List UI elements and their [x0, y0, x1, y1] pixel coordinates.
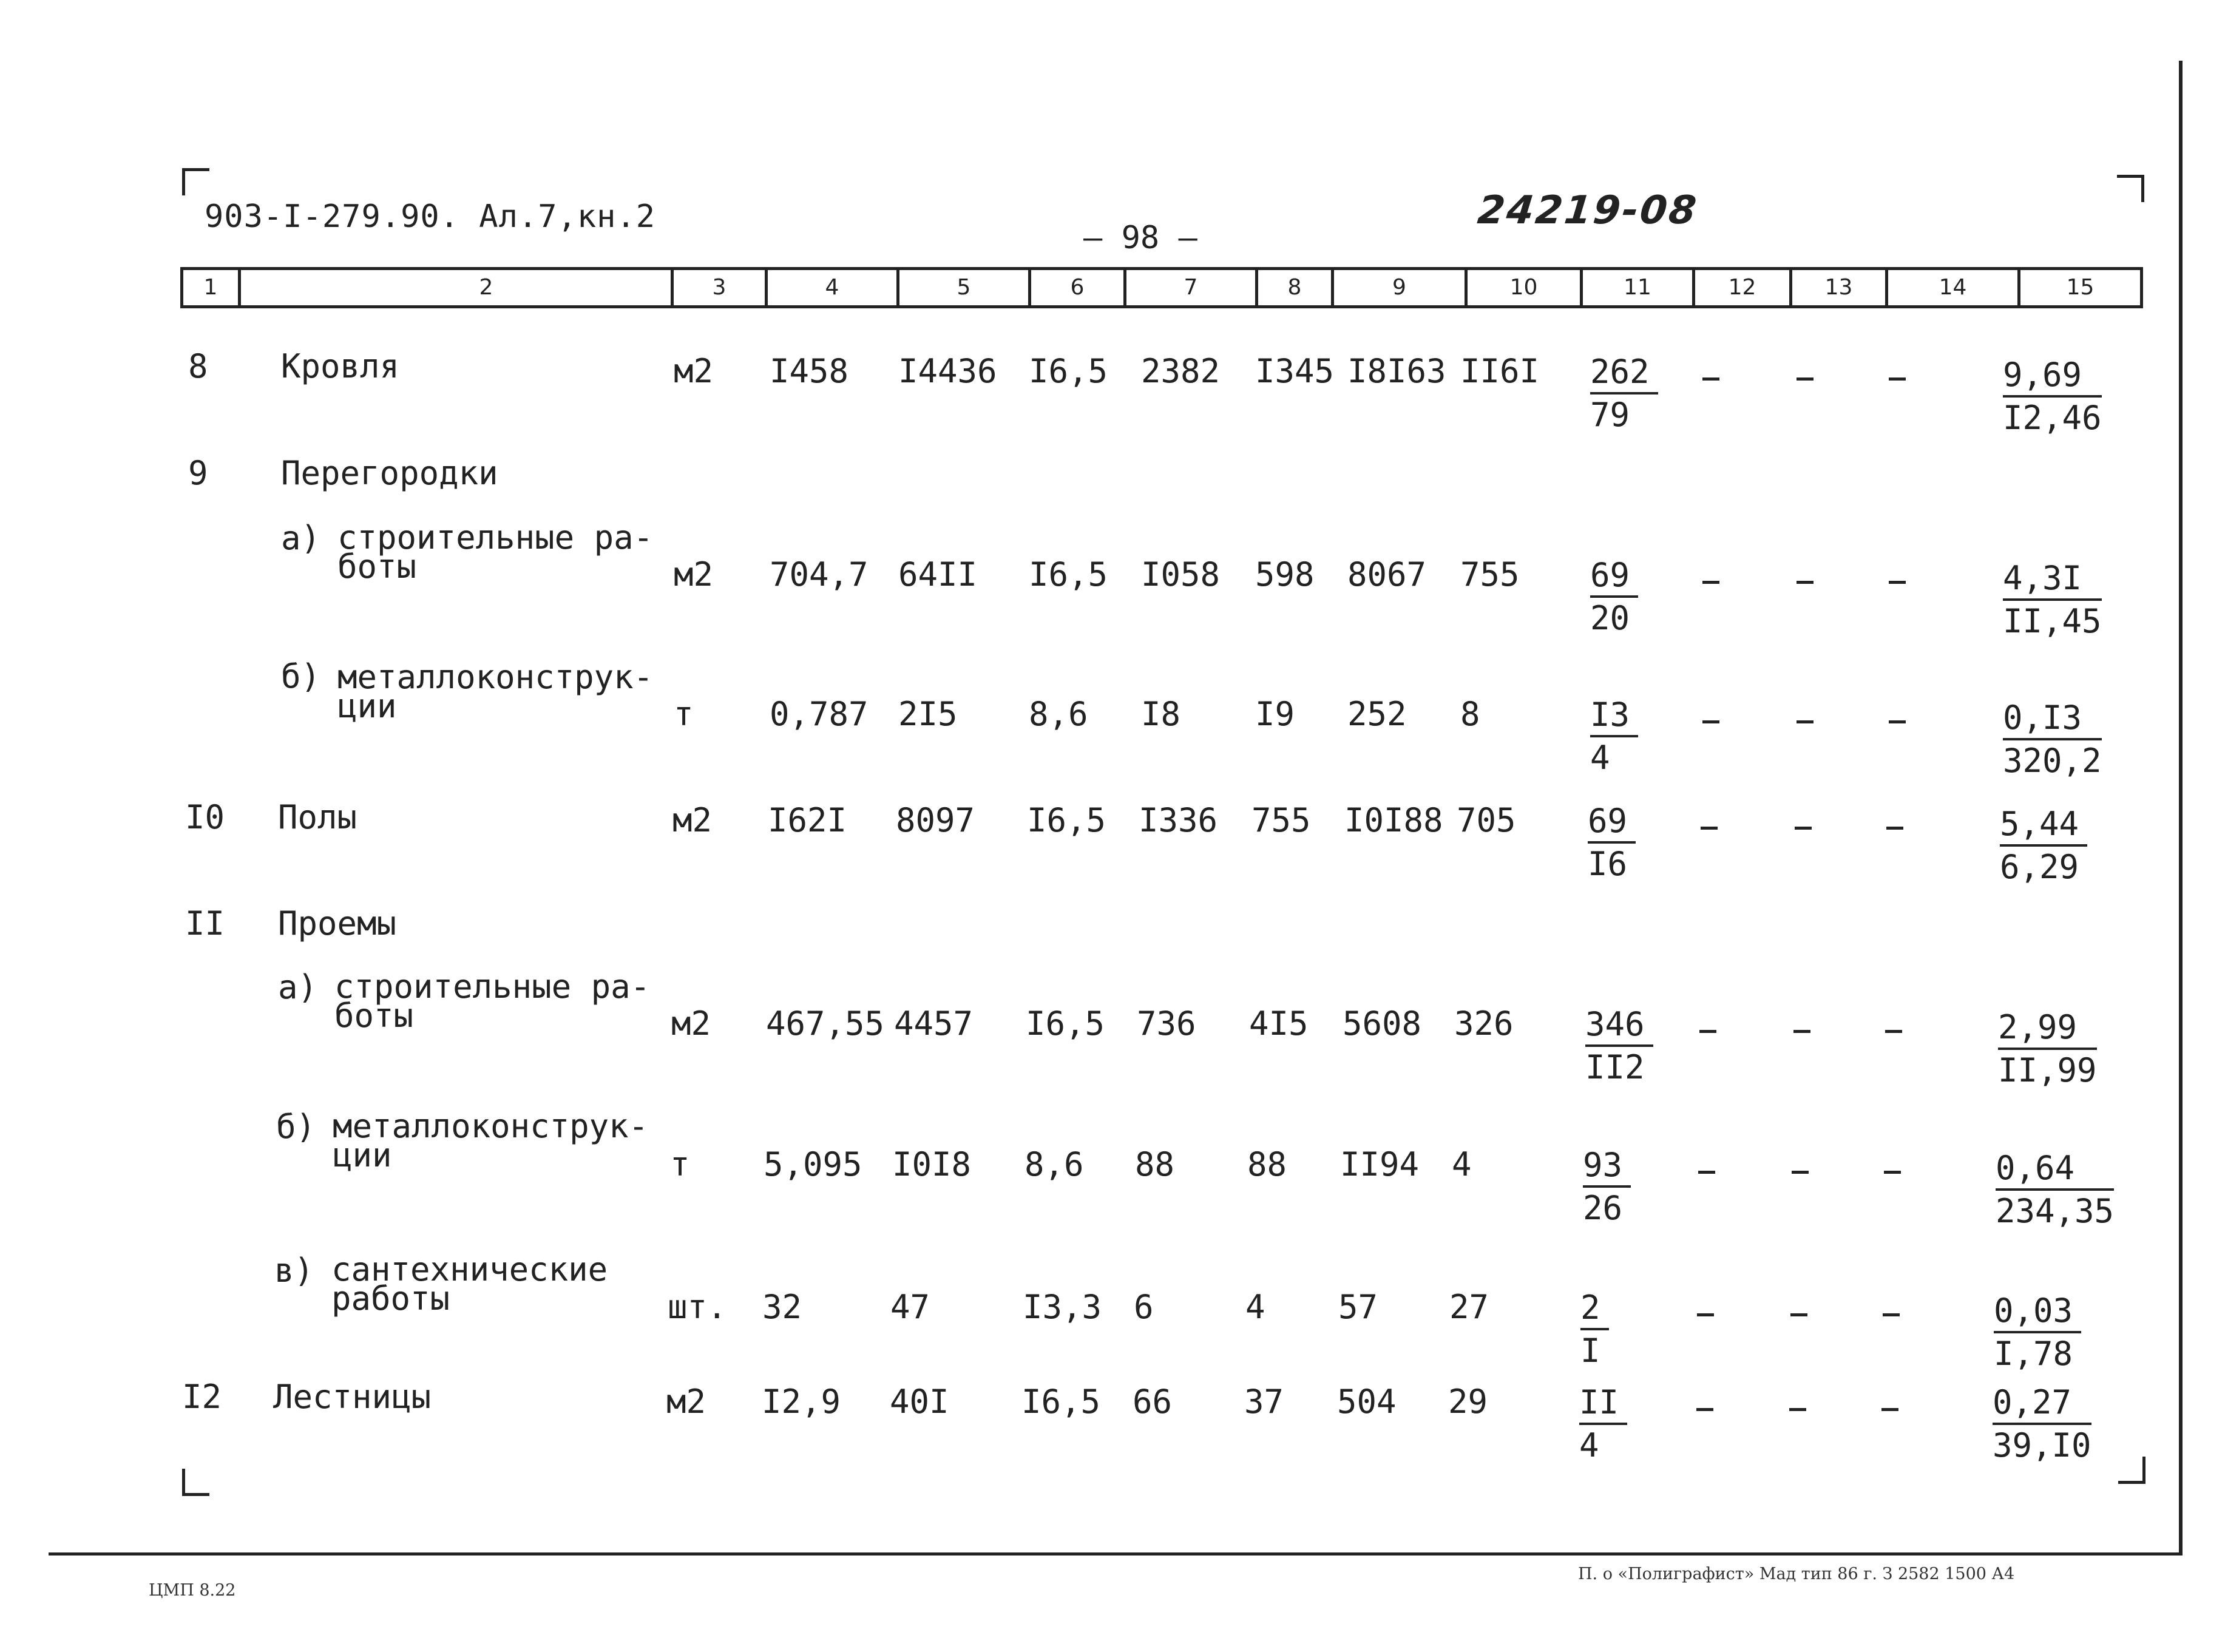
row-col12-dash [1701, 827, 1718, 830]
fraction-numerator: 0,64 [1996, 1148, 2114, 1191]
row-col14-dash [1885, 1030, 1902, 1033]
column-header: 8 [1287, 275, 1302, 300]
fraction-denominator: I6 [1588, 845, 1628, 883]
fraction-denominator: 79 [1590, 396, 1630, 434]
row-col15-fraction [1996, 1148, 2114, 1232]
row-name: Проемы [278, 904, 397, 943]
column-header: 9 [1392, 275, 1406, 300]
fraction-numerator: 4,3I [2003, 558, 2102, 601]
fraction-numerator: 93 [1583, 1145, 1631, 1188]
row-col9: 5608 [1343, 1004, 1422, 1043]
row-col13-dash [1792, 1171, 1809, 1174]
row-col7: 6 [1134, 1288, 1154, 1326]
fraction-numerator: 69 [1588, 801, 1636, 844]
row-col12-dash [1699, 1030, 1716, 1033]
fraction-denominator: 26 [1583, 1189, 1623, 1227]
handwritten-code: 24219-08 [1475, 188, 1701, 233]
column-header: 12 [1728, 275, 1756, 300]
column-header-row [180, 267, 2143, 308]
fraction-denominator: I [1580, 1332, 1600, 1370]
row-col14-dash [1884, 1171, 1901, 1174]
row-col8: 755 [1251, 801, 1311, 839]
row-col6: I6,5 [1029, 352, 1108, 390]
row-name-continued: ции [337, 687, 397, 725]
column-header: 14 [1939, 275, 1967, 300]
row-name-continued: боты [337, 547, 417, 586]
row-number: I2 [182, 1378, 222, 1416]
row-number: 9 [188, 454, 208, 492]
column-header: 13 [1824, 275, 1853, 300]
column-header: 3 [712, 275, 726, 300]
row-col6: I6,5 [1021, 1383, 1101, 1421]
fraction-numerator: 69 [1590, 555, 1638, 598]
column-header: 7 [1184, 275, 1198, 300]
row-col6: 8,6 [1024, 1145, 1084, 1183]
row-name: строительные ра- [337, 518, 654, 557]
row-col11-fraction [1590, 695, 1638, 779]
column-header: 1 [203, 275, 218, 300]
row-col5: 64II [898, 555, 978, 594]
row-col10: 326 [1454, 1004, 1514, 1043]
row-col7: 2382 [1141, 352, 1221, 390]
row-col9: II94 [1340, 1145, 1420, 1183]
row-col10: II6I [1460, 352, 1540, 390]
fraction-numerator: 9,69 [2003, 355, 2102, 398]
row-col14-dash [1883, 1313, 1900, 1316]
fraction-numerator: 262 [1590, 352, 1658, 394]
row-col13-dash [1789, 1408, 1806, 1411]
column-header: 10 [1509, 275, 1538, 300]
row-col7: 88 [1135, 1145, 1175, 1183]
page-number: — 98 — [1083, 220, 1197, 256]
column-header: 11 [1624, 275, 1651, 300]
row-unit: м2 [671, 1004, 711, 1043]
row-col10: 29 [1448, 1383, 1488, 1421]
corner-mark-top-left [182, 168, 209, 195]
row-number: II [185, 904, 225, 943]
row-col14-dash [1886, 827, 1903, 830]
fraction-denominator: 20 [1590, 599, 1630, 637]
row-col14-dash [1889, 720, 1906, 723]
row-col7: I058 [1141, 555, 1221, 594]
fraction-numerator: 346 [1585, 1004, 1653, 1047]
row-col4: 467,55 [766, 1004, 885, 1043]
row-col15-fraction [2000, 804, 2087, 888]
row-marker: в) [274, 1251, 314, 1290]
row-col12-dash [1702, 720, 1719, 723]
row-marker: б) [276, 1108, 316, 1146]
column-header: 15 [2066, 275, 2095, 300]
fraction-numerator: 0,03 [1994, 1291, 2081, 1333]
row-col13-dash [1797, 581, 1814, 584]
row-unit: м2 [672, 801, 713, 839]
fraction-denominator: 234,35 [1996, 1192, 2115, 1230]
row-col11-fraction [1579, 1383, 1627, 1466]
row-marker: а) [281, 519, 321, 557]
corner-mark-top-right [2117, 175, 2144, 202]
row-name: металлоконструк- [333, 1107, 649, 1145]
row-col9: 252 [1347, 695, 1407, 733]
corner-mark-bottom-left [182, 1469, 209, 1496]
row-col15-fraction [2003, 355, 2102, 439]
fraction-numerator: 0,I3 [2003, 698, 2102, 740]
row-col4: 704,7 [770, 555, 869, 594]
row-col8: I345 [1255, 352, 1335, 390]
column-header: 5 [957, 275, 971, 300]
fraction-denominator: II,99 [1998, 1051, 2097, 1089]
row-name: металлоконструк- [337, 658, 654, 696]
row-col14-dash [1881, 1408, 1898, 1411]
row-name: сантехнические [331, 1250, 608, 1288]
row-col12-dash [1702, 581, 1719, 584]
row-col9: 57 [1338, 1288, 1378, 1326]
row-col9: I0I88 [1344, 801, 1443, 839]
corner-mark-bottom-right [2118, 1457, 2145, 1484]
row-unit: шт. [668, 1288, 727, 1326]
row-unit: т [670, 1145, 690, 1183]
row-col8: 88 [1247, 1145, 1287, 1183]
row-col8: 4 [1245, 1288, 1265, 1326]
row-col12-dash [1702, 377, 1719, 381]
row-col5: 4457 [894, 1004, 974, 1043]
row-col5: 40I [890, 1383, 949, 1421]
fraction-numerator: 2 [1580, 1288, 1609, 1330]
row-col14-dash [1889, 581, 1906, 584]
row-col10: 4 [1452, 1145, 1472, 1183]
row-col10: 705 [1457, 801, 1516, 839]
row-col4: 32 [762, 1288, 802, 1326]
row-marker: а) [278, 968, 318, 1006]
fraction-denominator: I,78 [1994, 1335, 2073, 1373]
row-col7: I8 [1141, 695, 1181, 733]
row-col11-fraction [1588, 801, 1636, 885]
row-col5: I4436 [898, 352, 997, 390]
row-number: I0 [185, 798, 225, 836]
row-col8: 37 [1244, 1383, 1284, 1421]
row-col13-dash [1795, 827, 1812, 830]
row-col6: I6,5 [1027, 801, 1106, 839]
fraction-numerator: 5,44 [2000, 804, 2087, 847]
fraction-denominator: 39,I0 [1993, 1426, 2091, 1464]
fraction-numerator: 2,99 [1998, 1007, 2097, 1050]
row-unit: т [674, 695, 694, 733]
row-col11-fraction [1583, 1145, 1631, 1229]
row-col10: 755 [1460, 555, 1520, 594]
row-col9: 8067 [1347, 555, 1427, 594]
row-col4: 5,095 [764, 1145, 862, 1183]
fraction-denominator: I2,46 [2003, 399, 2102, 437]
row-col10: 27 [1449, 1288, 1489, 1326]
row-col8: 598 [1255, 555, 1315, 594]
row-col6: I6,5 [1029, 555, 1108, 594]
row-col15-fraction [1994, 1291, 2081, 1375]
row-name: строительные ра- [334, 967, 651, 1006]
row-col12-dash [1696, 1408, 1713, 1411]
row-col11-fraction [1585, 1004, 1653, 1088]
row-col4: I62I [768, 801, 847, 839]
row-name: Кровля [281, 347, 400, 385]
row-col10: 8 [1460, 695, 1480, 733]
row-col11-fraction [1590, 555, 1638, 639]
row-col15-fraction [1993, 1383, 2091, 1466]
row-col4: I2,9 [762, 1383, 841, 1421]
column-header: 2 [479, 275, 493, 300]
row-col12-dash [1698, 1171, 1715, 1174]
footer-left-code: ЦМП 8.22 [149, 1581, 236, 1600]
row-col13-dash [1797, 377, 1814, 381]
row-col14-dash [1889, 377, 1906, 381]
page-bottom-border [49, 1552, 2183, 1556]
row-col4: 0,787 [770, 695, 869, 733]
row-col13-dash [1797, 720, 1814, 723]
row-col7: 66 [1133, 1383, 1173, 1421]
fraction-denominator: II2 [1585, 1048, 1645, 1086]
fraction-numerator: II [1579, 1383, 1627, 1425]
row-col15-fraction [2003, 698, 2102, 782]
row-col6: I6,5 [1026, 1004, 1105, 1043]
fraction-denominator: II,45 [2003, 602, 2102, 640]
row-col11-fraction [1580, 1288, 1609, 1372]
row-name: Лестницы [273, 1378, 432, 1416]
row-col13-dash [1790, 1313, 1807, 1316]
row-col7: I336 [1139, 801, 1218, 839]
row-col5: I0I8 [892, 1145, 972, 1183]
row-unit: м2 [666, 1383, 706, 1421]
row-name: Перегородки [281, 454, 498, 492]
row-col9: 504 [1337, 1383, 1397, 1421]
row-marker: б) [281, 657, 321, 696]
fraction-denominator: 6,29 [2000, 848, 2079, 886]
row-col5: 2I5 [898, 695, 958, 733]
row-col7: 736 [1137, 1004, 1196, 1043]
row-unit: м2 [674, 555, 714, 594]
fraction-numerator: I3 [1590, 695, 1638, 737]
row-col9: I8I63 [1347, 352, 1446, 390]
row-number: 8 [188, 347, 208, 385]
row-col15-fraction [2003, 558, 2102, 642]
row-col5: 47 [890, 1288, 930, 1326]
row-col5: 8097 [896, 801, 975, 839]
row-col8: I9 [1255, 695, 1295, 733]
fraction-denominator: 4 [1590, 739, 1610, 777]
document-code: 903-I-279.90. Ал.7,кн.2 [205, 198, 656, 235]
row-name-continued: работы [331, 1279, 450, 1318]
row-name-continued: боты [334, 997, 414, 1035]
row-col13-dash [1793, 1030, 1810, 1033]
row-name: Полы [278, 798, 357, 836]
fraction-denominator: 320,2 [2003, 742, 2102, 780]
column-header: 6 [1070, 275, 1085, 300]
row-col4: I458 [770, 352, 849, 390]
row-unit: м2 [674, 352, 714, 390]
row-col6: I3,3 [1023, 1288, 1102, 1326]
page-right-border [2179, 61, 2183, 1554]
row-col12-dash [1697, 1313, 1714, 1316]
fraction-numerator: 0,27 [1993, 1383, 2091, 1425]
row-col15-fraction [1998, 1007, 2097, 1091]
row-col11-fraction [1590, 352, 1658, 436]
footer-printer-info: П. о «Полиграфист» Мад тип 86 г. З 2582 1500 А4 [1578, 1565, 2015, 1583]
row-col6: 8,6 [1029, 695, 1088, 733]
column-header: 4 [825, 275, 839, 300]
row-col8: 4I5 [1249, 1004, 1309, 1043]
row-name-continued: ции [333, 1136, 392, 1174]
fraction-denominator: 4 [1579, 1426, 1599, 1464]
